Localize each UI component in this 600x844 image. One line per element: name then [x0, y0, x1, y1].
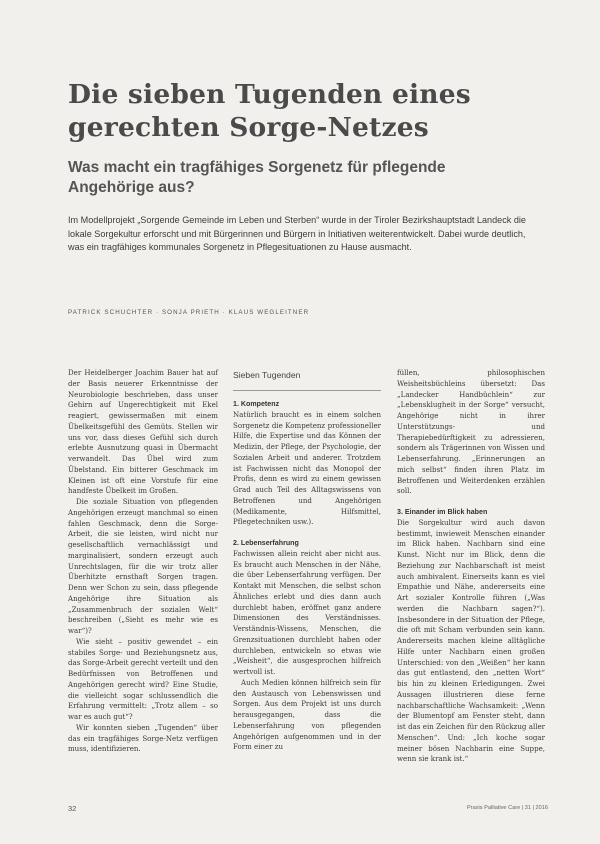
page-number: 32: [68, 804, 77, 813]
paragraph: füllen, philosophischen Weisheitsbüchleins übersetzt: Das „Landecker Handbüchlein“ zur „Lebensklugheit in der Sorge“ versucht, Angehörige nicht in ihrer Unterstützungs- und Therapiebedürftigkeit zu adressieren, sondern als Trägerinnen von Wissen und Lebenserfahrung. „Erinnerungen an mich selbst“ finden ihren Platz im Betroffenen und Weiterdenken erzählen soll.: [397, 368, 545, 496]
paragraph: Auch Medien können hilfreich sein für den Austausch von Lebenswissen und Sorgen. Aus dem Projekt ist uns durch herausgegangen, dass die Lebenserfahrung von pflegenden Angehörigen aufgenommen und in der Form einer zu: [233, 677, 381, 752]
paragraph: Die Sorgekultur wird auch davon bestimmt, inwieweit Menschen einander im Blick haben. Nachbarn sind eine Kunst. Nicht nur im Blick, denn die Beziehung zur Nachbarschaft ist meist auch ambivalent. Einerseits kann es viel Empathie und Nähe, andererseits eine Art sozialer Kontrolle führen („Was werden die Nachbarn sagen?“). Insbesondere in der Situation der Pflege, die oft mit Scham verbunden sein kann. Andererseits machen kleine alltägliche Hilfe unter Nachbarn einen großen Unterschied: von den „Weißen“ her kann das gut entlastend, den „netten Wort“ bis hin zu kleinen Erledigungen. Zwei Aussagen illustrieren diese ferne nachbarschaftliche Wachsamkeit: „Wenn der Blumentopf am Fenster steht, dann ist das ein Zeichen für den Rückzug aller Menschen“. Und: „Ich koche sogar meiner bösen Nachbarin eine Suppe, wenn sie krank ist.“: [397, 517, 545, 764]
divider: [233, 390, 381, 391]
section-heading: 1. Kompetenz: [233, 400, 280, 408]
column-1: [68, 368, 218, 755]
section-heading: 3. Einander im Blick haben: [397, 508, 488, 516]
article-subtitle: Was macht ein tragfähiges Sorgenetz für pflegende Angehörige aus?: [68, 159, 446, 196]
paragraph: Wie sieht – positiv gewendet – ein stabiles Sorge- und Beziehungsnetz aus, das Sorge-Arbeit gerecht verteilt und den Bedürfnissen von Betroffenen und Angehörigen gerecht wird? Eine Studie, die vielleicht sogar schlussendlich die Erfahrung vermittelt: „Trotz allem – so war es auch gut“?: [68, 636, 218, 721]
article-title: Die sieben Tugenden eines gerechten Sorge-Netzes: [68, 79, 471, 143]
paragraph: Die soziale Situation von pflegenden Angehörigen erzeugt manchmal so einen fahlen Geschmack, denn die Sorge-Arbeit, die sie leisten, wird nicht nur gesellschaftlich vernachlässigt und marginalisiert, sondern erzeugt auch Unrechtslagen, für die wir trotz aller Überhitzte ernsthaft Sorgen tragen. Denn wer Schon zu sein, dass pflegende Angehörige ihre Situation als „Zusammenbruch der sozialen Welt“ beschreiben („Sieht es mehr wie es war“)?: [68, 497, 218, 635]
column-2: [233, 368, 381, 753]
article-intro: Im Modellprojekt „Sorgende Gemeinde im Leben und Sterben“ wurde in der Tiroler Bezirkshauptstadt Landeck die lokale Sorgekultur erforscht und mit Bürgerinnen und Bürgern in Initiativen weiterentwickelt. Dabei wurde deutlich, was ein tragfähiges kommunales Sorgenetz in Pflegesituationen zu Hause ausmacht.: [68, 215, 526, 253]
paragraph: Der Heidelberger Joachim Bauer hat auf der Basis neuerer Erkenntnisse der Neurobiologie beschrieben, dass unser Gehirn auf Ungerechtigkeit mit Ekel reagiert, gewissermaßen mit einem Übelkeitsgefühl des Gemüts. Stellen wir uns vor, dass dieses Gefühl sich durch erlebte Ausnutzung quasi in Übermacht verwandelt. Das Übel wird zum Übelstand. Ein bitterer Geschmack im Kleinen ist oft eine Vorstufe für eine handfeste Übelkeit im Großen.: [68, 368, 218, 496]
section-heading: 2. Lebenserfahrung: [233, 539, 299, 547]
box-title: Sieben Tugenden: [233, 370, 301, 380]
journal-footer: Praxis Palliative Care | 31 | 2016: [467, 805, 548, 811]
paragraph: Fachwissen allein reicht aber nicht aus. Es braucht auch Menschen in der Nähe, die über Lebenserfahrung verfügen. Der Kontakt mit Menschen, die selbst schon Ähnliches erlebt und dies dann auch durchlebt haben, eröffnet ganz andere Dimensionen des Verständnisses. Verständnis-Wissens, Menschen, die Grenzsituationen durchlebt haben oder durchleben, entwickeln so etwas wie „Weisheit“, die ausgesprochen hilfreich wertvoll ist.: [233, 548, 381, 676]
author-line: PATRICK SCHUCHTER · SONJA PRIETH · KLAUS WEGLEITNER: [68, 309, 310, 316]
paragraph: Natürlich braucht es in einem solchen Sorgenetz die Kompetenz professioneller Hilfe, die Expertise und das Können der Medizin, der Pflege, der Psychologie, der Sozialen Arbeit und anderer. Trotzdem ist Fachwissen nicht das Monopol der Profis, denn es wird zu einem gewissen Grad auch Teil des Alltagswissens von Betroffenen und Angehörigen (Medikamente, Hilfsmittel, Pflegetechniken usw.).: [233, 409, 381, 527]
paragraph: Wir konnten sieben „Tugenden“ über das ein tragfähiges Sorge-Netz verfügen muss, identifizieren.: [68, 722, 218, 754]
column-3: [397, 368, 545, 765]
